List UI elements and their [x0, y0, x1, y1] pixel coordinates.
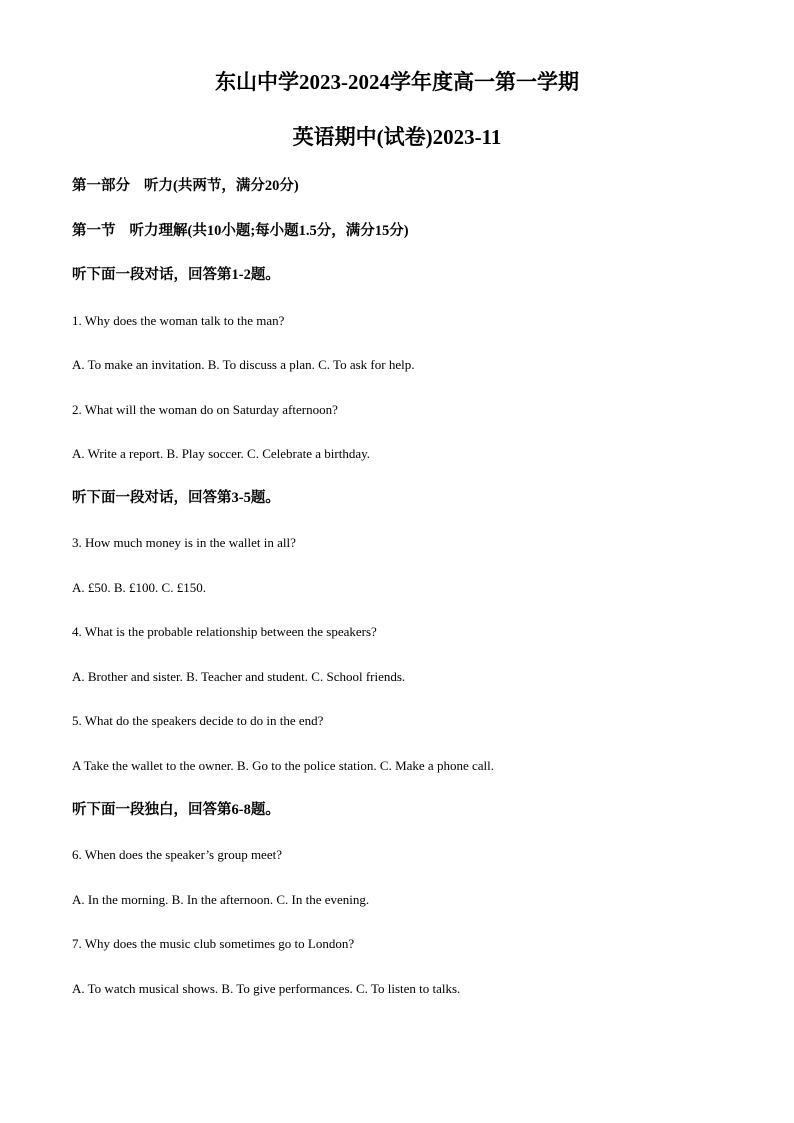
question-5: 5. What do the speakers decide to do in the end?: [72, 713, 324, 728]
instruction-q6-8: 听下面一段独白，回答第6-8题。: [72, 802, 280, 818]
section-one-heading: [72, 222, 409, 240]
section-one-label: 第一节: [72, 223, 116, 239]
question-4-options: A. Brother and sister. B. Teacher and student. C. School friends.: [72, 669, 406, 684]
question-6: 6. When does the speaker’s group meet?: [72, 847, 282, 862]
question-6-options: A. In the morning. B. In the afternoon. C. In the evening.: [72, 892, 370, 907]
instruction-q1-2: 听下面一段对话，回答第1-2题。: [72, 267, 280, 283]
exam-title: 东山中学2023-2024学年度高一第一学期: [215, 70, 579, 94]
question-7-options: A. To watch musical shows. B. To give performances. C. To listen to talks.: [72, 981, 461, 996]
part-one-title: 听力(共两节，满分20分): [144, 178, 299, 194]
question-2-options: A. Write a report. B. Play soccer. C. Celebrate a birthday.: [72, 446, 371, 461]
section-one-title: 听力理解(共10小题;每小题1.5分，满分15分): [129, 223, 409, 239]
exam-subtitle: 英语期中(试卷)2023-11: [292, 125, 502, 149]
part-one-label: 第一部分: [72, 178, 130, 194]
question-1-options: A. To make an invitation. B. To discuss a plan. C. To ask for help.: [72, 357, 415, 372]
instruction-q3-5: 听下面一段对话，回答第3-5题。: [72, 490, 280, 506]
question-2: 2. What will the woman do on Saturday afternoon?: [72, 402, 338, 417]
question-3-options: A. £50. B. £100. C. £150.: [72, 580, 206, 595]
question-5-options: A Take the wallet to the owner. B. Go to the police station. C. Make a phone call.: [72, 758, 494, 773]
question-3: 3. How much money is in the wallet in all?: [72, 535, 296, 550]
question-4: 4. What is the probable relationship between the speakers?: [72, 624, 377, 639]
question-7: 7. Why does the music club sometimes go to London?: [72, 936, 355, 951]
question-1: 1. Why does the woman talk to the man?: [72, 313, 285, 328]
part-one-heading: [72, 177, 299, 195]
